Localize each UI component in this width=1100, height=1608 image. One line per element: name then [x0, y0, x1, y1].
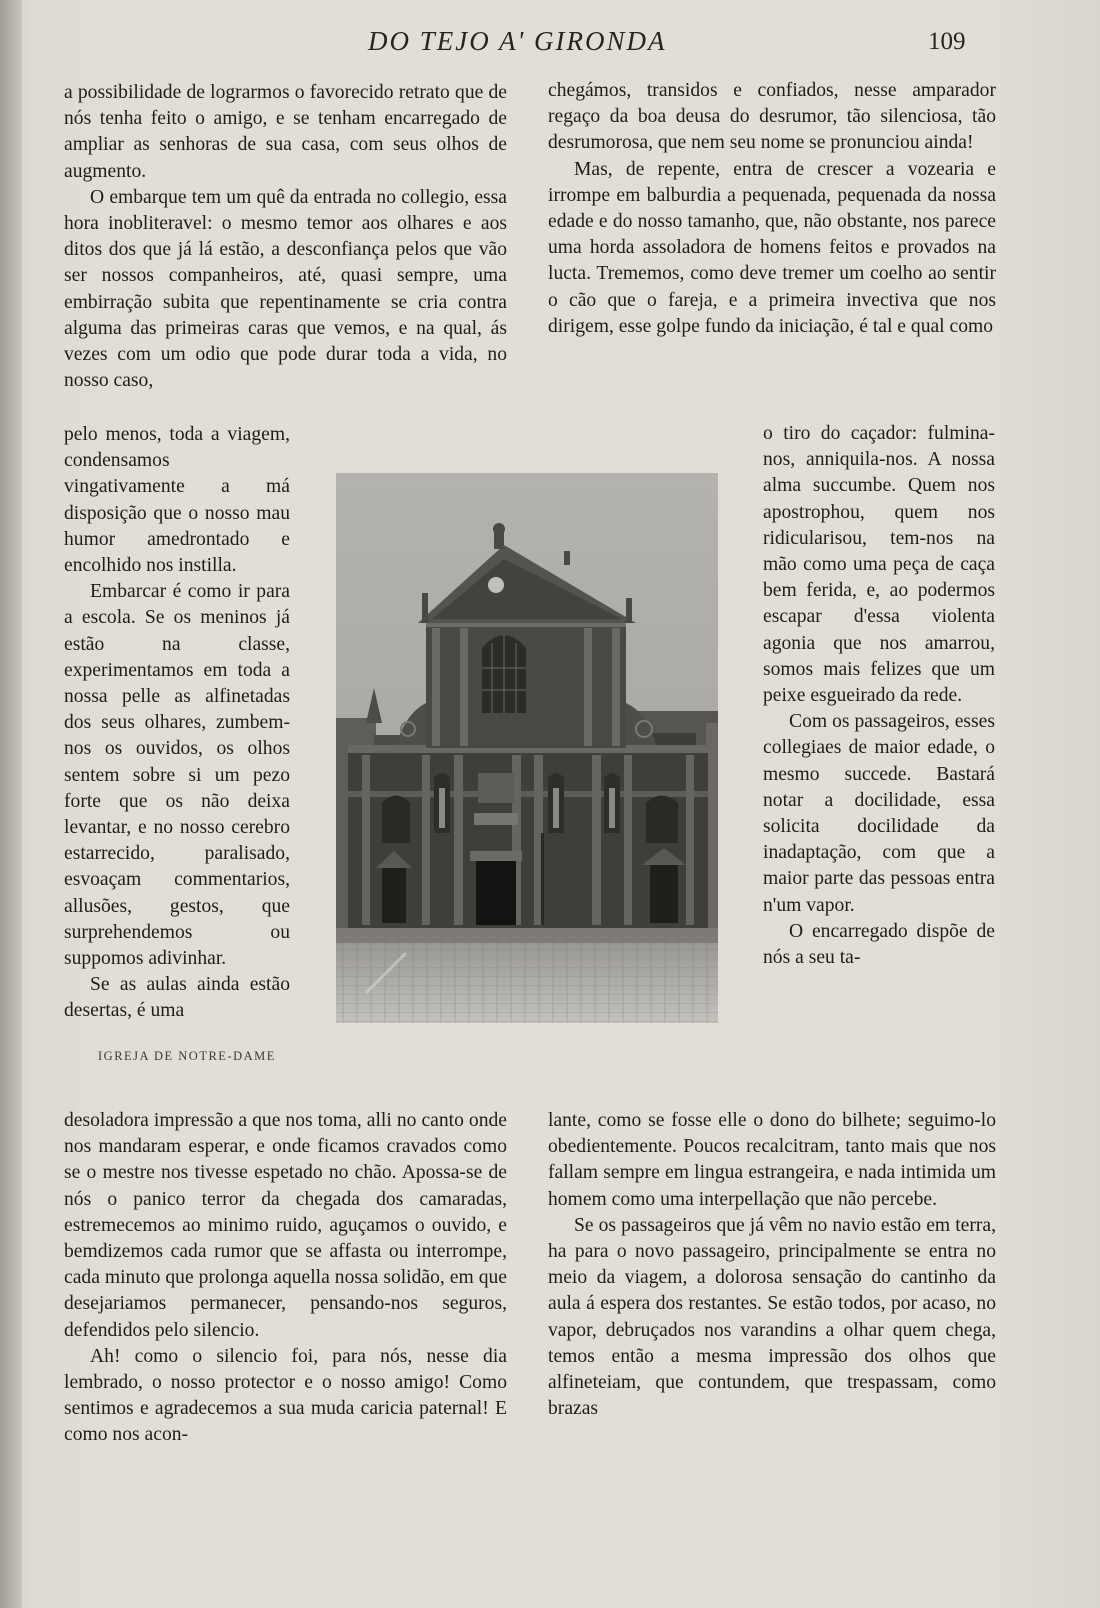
figure-caption: IGREJA DE NOTRE-DAME [98, 1049, 276, 1063]
paragraph: o tiro do caçador: fulmina-nos, anniquila-nos. A nossa alma succumbe. Quem nos apostrophou, quem nos ridicularisou, tem-nos na mão como uma peça de caça bem ferida, e, ao podermos escapar d'essa violenta agonia que nos amarrou, somos mais felizes que um peixe esgueirado da rede. [763, 423, 995, 707]
paragraph: Se as aulas ainda estão desertas, é uma [64, 974, 290, 1022]
right-column-middle [763, 421, 995, 971]
paragraph: desoladora impressão a que nos toma, alli no canto onde nos mandaram esperar, e onde ficamos cravados como se o mestre nos tivesse espetado no chão. Apossa-se de nós o panico terror da chegada dos camaradas, estremecemos ao minimo ruido, aguçamos o ouvido, e bemdizemos cada rumor que se affasta ou interrompe, cada minuto que prolonga aquella nossa solidão, em que desejariamos permanecer, pensando-nos seguros, defendidos pelo silencio. [64, 1110, 507, 1341]
right-column-bottom [548, 1108, 996, 1422]
paragraph: chegámos, transidos e confiados, nesse amparador regaço da boa deusa do desrumor, tão silenciosa, tão desrumorosa, que nem seu nome se pronunciou ainda! [548, 80, 996, 154]
page-spine-shadow [0, 0, 22, 1608]
paragraph: lante, como se fosse elle o dono do bilhete; seguimo-lo obedientemente. Poucos recalcitram, tanto mais que nos fallam sempre em lingua estrangeira, e nada intimida um homem como uma interpellação que não percebe. [548, 1110, 996, 1210]
left-column-middle [64, 422, 290, 1025]
left-column-top [64, 80, 507, 394]
paragraph: a possibilidade de lograrmos o favorecido retrato que de nós tenha feito o amigo, e se tenham encarregado de ampliar as senhoras de sua casa, com seus olhos de augmento. [64, 82, 507, 182]
running-title: DO TEJO A' GIRONDA [368, 26, 667, 56]
church-facade-illustration [336, 473, 718, 1023]
paragraph: Se os passageiros que já vêm no navio estão em terra, ha para o novo passageiro, principalmente se entra no meio da viagem, a dolorosa sensação do cantinho da aula á espera dos restantes. Se estão todos, por acaso, no vapor, debruçados nos varandins a olhar quem chega, temos então a mesma impressão dos olhos que alfineteiam, que contundem, que trespassam, como brazas [548, 1214, 996, 1420]
paragraph: Ah! como o silencio foi, para nós, nesse dia lembrado, o nosso protector e o nosso amigo! Como sentimos e agradecemos a sua muda caricia paternal! E como nos acon- [64, 1345, 507, 1446]
page-header [0, 22, 1100, 62]
paragraph: Mas, de repente, entra de crescer a vozearia e irrompe em balburdia a pequenada, pequenada da nossa edade e do nosso tamanho, que, não obstante, nos parece uma horda assoladora de homens feitos e provados na lucta. Trememos, como deve tremer um coelho ao sentir o cão que o fareja, e a primeira invectiva que nos dirigem, esse golpe fundo da iniciação, é tal e qual como [548, 158, 996, 337]
paragraph: pelo menos, toda a viagem, condensamos vingativamente a má disposição que o nosso mau humor amedrontado e encolhido nos instilla. [64, 424, 290, 577]
paragraph: O encarregado dispõe de nós a seu ta- [763, 920, 995, 969]
church-photo-figure [336, 473, 718, 1023]
page-number: 109 [928, 28, 966, 55]
paragraph: O embarque tem um quê da entrada no collegio, essa hora inobliteravel: o mesmo temor aos olhares e aos ditos dos que já lá estão, a desconfiança pelos que vão ser nossos companheiros, até, quasi sempre, uma embirração subita que repentinamente se cria contra alguma das primeiras caras que vemos, e na qual, ás vezes com um odio que pode durar toda a vida, no nosso caso, [64, 186, 507, 392]
left-column-bottom [64, 1108, 507, 1449]
paragraph: Com os passageiros, esses collegiaes de maior edade, o mesmo succede. Bastará notar a docilidade, essa solicita docilidade da inadaptação, com que a maior parte das pessoas entra n'um vapor. [763, 711, 995, 916]
right-column-top [548, 78, 996, 340]
paragraph: Embarcar é como ir para a escola. Se os meninos já estão na classe, experimentamos em toda a nossa pelle as alfinetadas dos seus olhares, zumbem-nos os ouvidos, os olhos sentem sobre si um pezo forte que os não deixa levantar, e no nosso cerebro estarrecido, paralisado, esvoaçam commentarios, allusões, gestos, que surprehendemos ou suppomos adivinhar. [64, 581, 290, 970]
church-facade-photo [336, 473, 718, 1023]
